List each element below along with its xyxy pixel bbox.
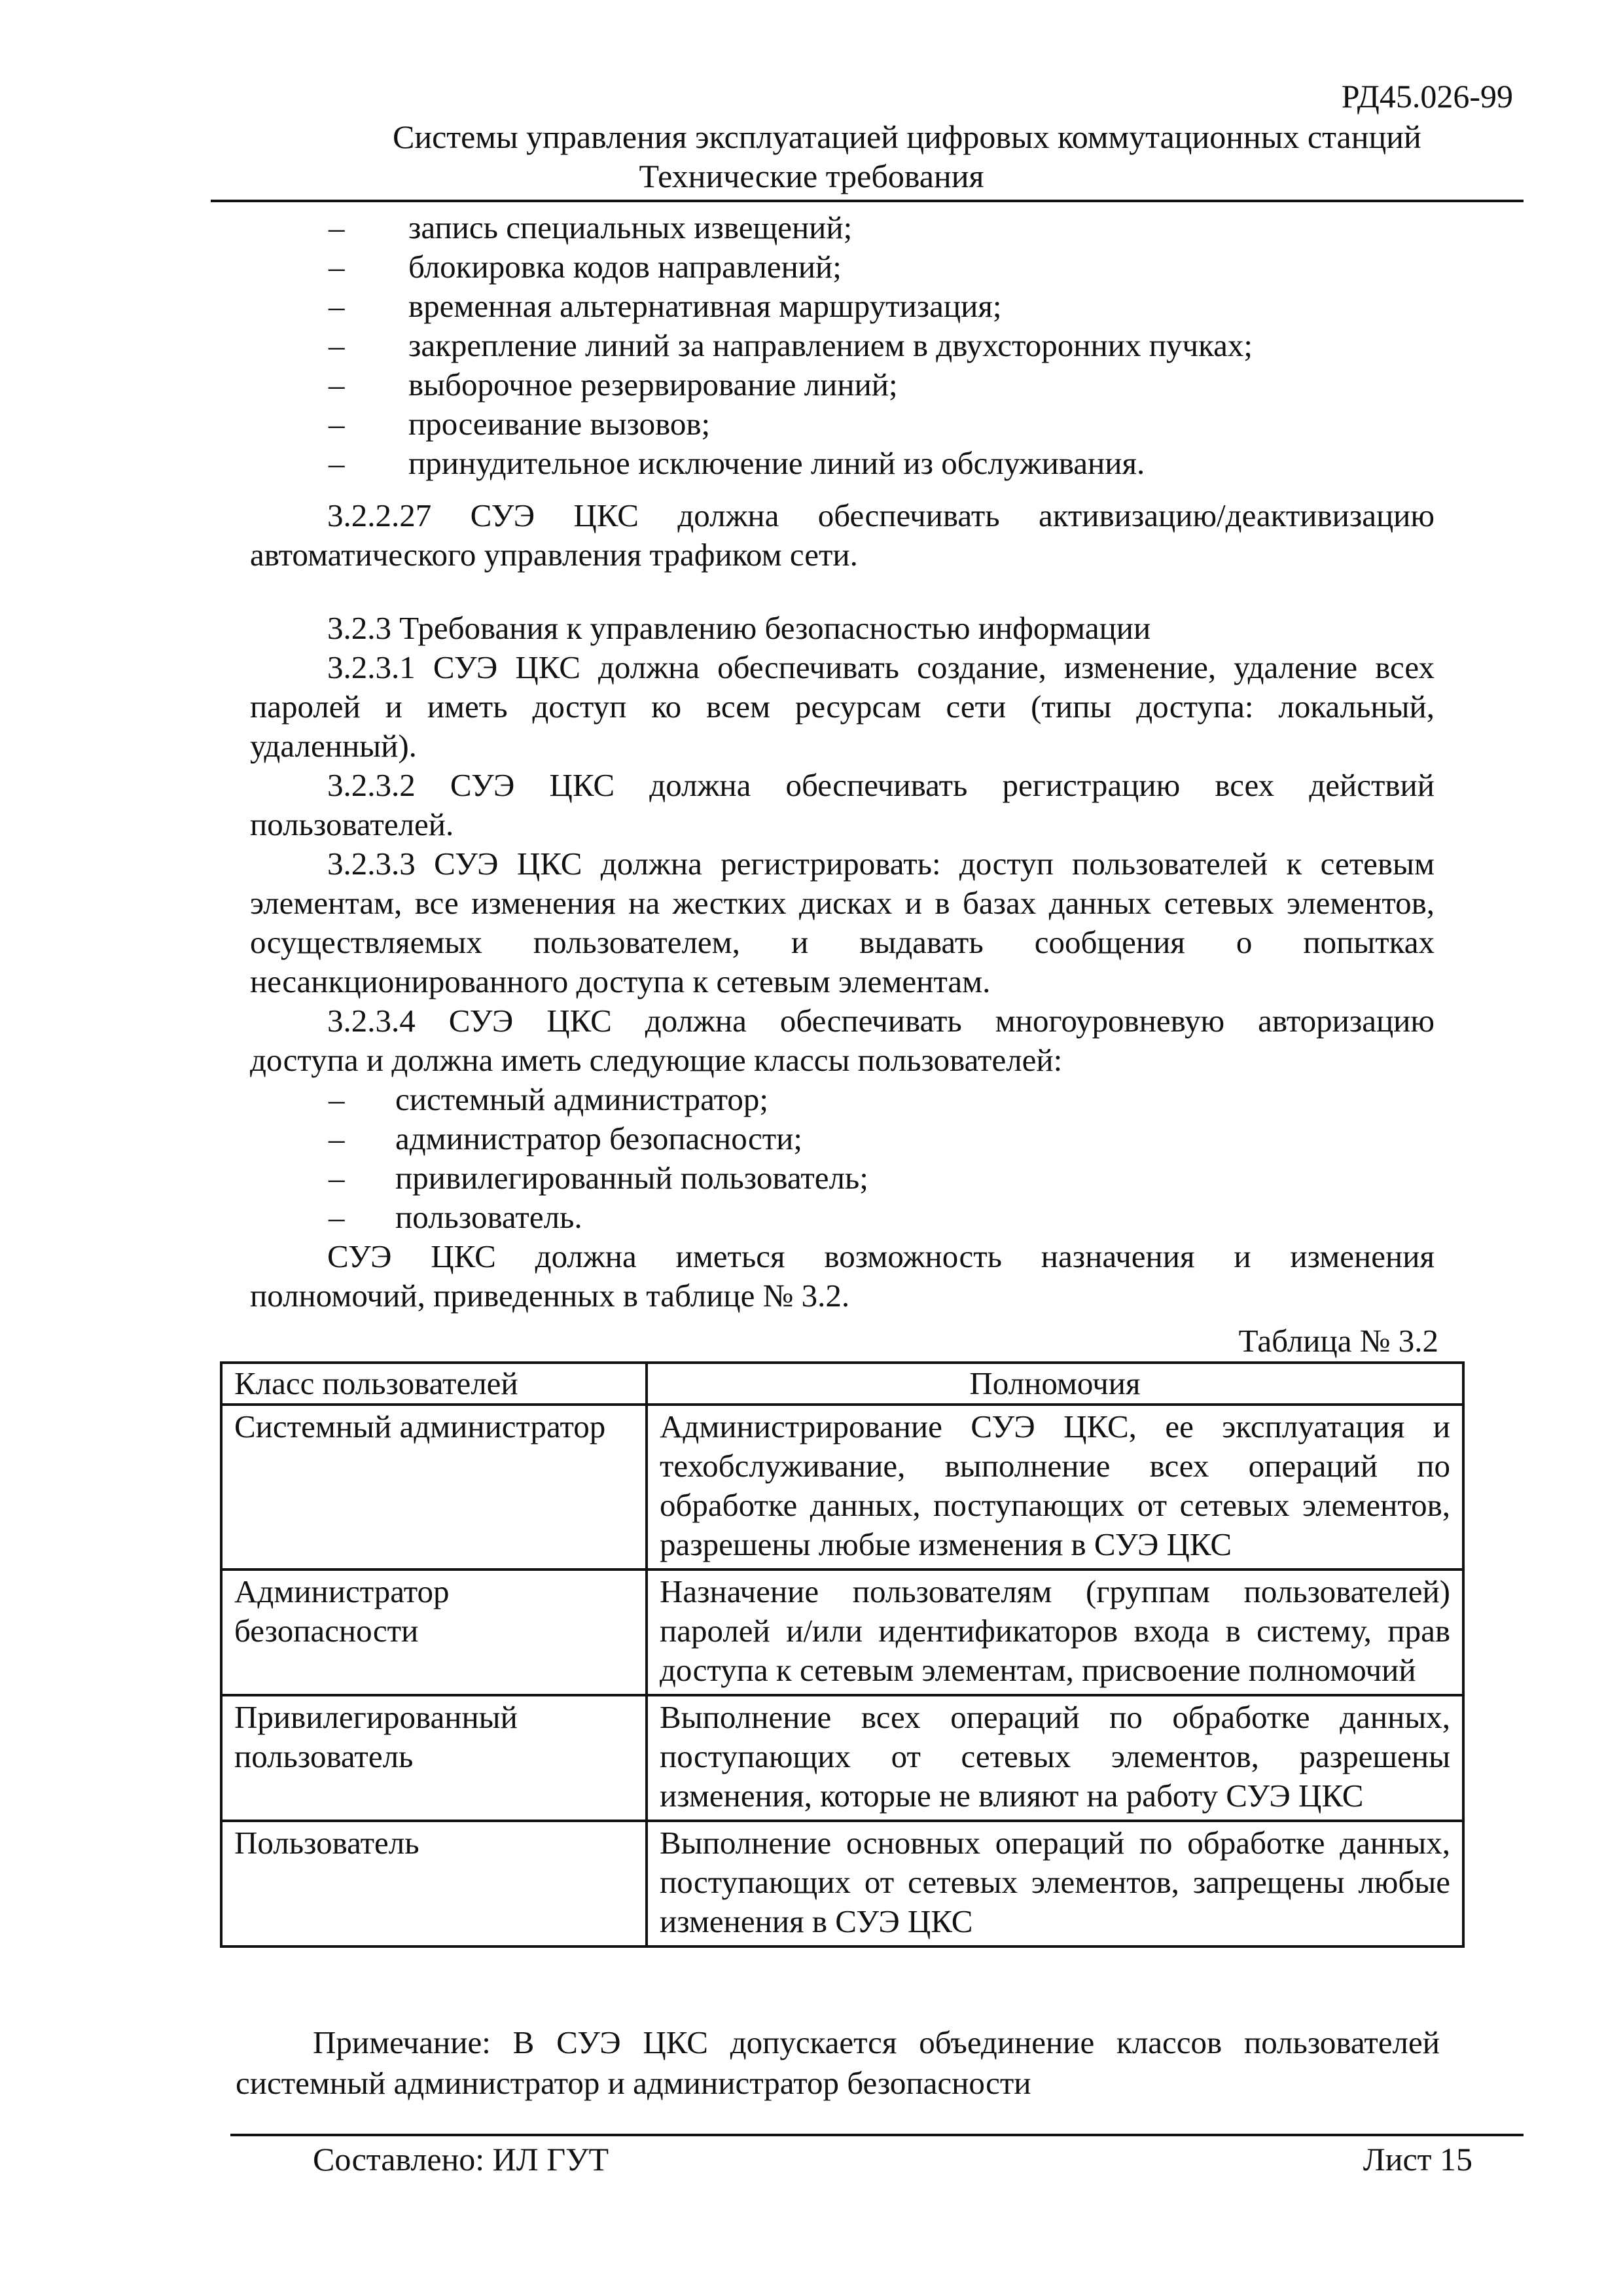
- header-divider: [211, 200, 1524, 202]
- list-item: – блокировка кодов направлений;: [329, 249, 842, 285]
- list-item: – системный администратор;: [329, 1081, 768, 1117]
- table-row: [221, 1695, 1463, 1821]
- footer-compiled-by: Составлено: ИЛ ГУТ: [313, 2141, 609, 2178]
- paragraph-3-2-3-1-line: паролей и иметь доступ ко всем ресурсам сети (типы доступа: локальный,: [250, 689, 1435, 725]
- paragraph-rights-line: полномочий, приведенных в таблице № 3.2.: [250, 1278, 850, 1314]
- user-class-cell: Пользователь: [221, 1821, 647, 1946]
- paragraph-3-2-3-1-line: 3.2.3.1 СУЭ ЦКС должна обеспечивать создание, изменение, удаление всех: [327, 649, 1435, 685]
- paragraph-3-2-3-2-line: 3.2.3.2 СУЭ ЦКС должна обеспечивать регистрацию всех действий: [327, 767, 1435, 803]
- rights-cell: Назначение пользователям (группам пользователей) паролей и/или идентификаторов входа в систему, прав доступа к сетевым элементам, присвоение полномочий: [647, 1570, 1463, 1695]
- traffic-measures-list: [250, 208, 1435, 483]
- rights-cell: Администрирование СУЭ ЦКС, ее эксплуатация и техобслуживание, выполнение всех операций по обработке данных, поступающих от сетевых элементов, разрешены любые изменения в СУЭ ЦКС: [647, 1405, 1463, 1570]
- list-item: – принудительное исключение линий из обслуживания.: [329, 445, 1145, 481]
- list-item: – администратор безопасности;: [329, 1121, 802, 1157]
- footer-divider: [230, 2134, 1524, 2136]
- list-item: – просеивание вызовов;: [329, 406, 711, 442]
- permissions-table: [220, 1361, 1465, 1948]
- paragraph-3-2-3-4-line: 3.2.3.4 СУЭ ЦКС должна обеспечивать многоуровневую авторизацию: [327, 1003, 1435, 1039]
- paragraph-3-2-3-3-line: 3.2.3.3 СУЭ ЦКС должна регистрировать: доступ пользователей к сетевым: [327, 846, 1435, 882]
- list-item: – запись специальных извещений;: [329, 209, 853, 245]
- table-header-row: [221, 1363, 1463, 1405]
- table-row: [221, 1570, 1463, 1695]
- paragraph-3-2-3-3-line: элементам, все изменения на жестких дисках и в базах данных сетевых элементов,: [250, 885, 1435, 921]
- table-row: [221, 1821, 1463, 1946]
- document-subtitle: Технические требования: [639, 158, 984, 194]
- list-item: – закрепление линий за направлением в двухсторонних пучках;: [329, 327, 1253, 363]
- rights-cell: Выполнение основных операций по обработке данных, поступающих от сетевых элементов, запрещены любые изменения в СУЭ ЦКС: [647, 1821, 1463, 1946]
- note-line: системный администратор и администратор безопасности: [236, 2065, 1031, 2101]
- user-class-cell: Привилегированный пользователь: [221, 1695, 647, 1821]
- note-line: Примечание: В СУЭ ЦКС допускается объединение классов пользователей: [313, 2024, 1440, 2060]
- table-caption: Таблица № 3.2: [1238, 1323, 1438, 1359]
- paragraph-3-2-3-1-line: удаленный).: [250, 728, 417, 764]
- paragraph-3-2-3-2-line: пользователей.: [250, 806, 454, 842]
- document-title: Системы управления эксплуатацией цифровых коммутационных станций: [393, 118, 1421, 155]
- paragraph-rights-line: СУЭ ЦКС должна иметься возможность назначения и изменения: [327, 1238, 1435, 1274]
- paragraph-3-2-3-3-line: осуществляемых пользователем, и выдавать сообщения о попытках: [250, 924, 1435, 960]
- paragraph-3-2-2-27-line: 3.2.2.27 СУЭ ЦКС должна обеспечивать активизацию/деактивизацию: [327, 497, 1435, 533]
- column-header-rights: Полномочия: [647, 1363, 1463, 1405]
- paragraph-3-2-3-4-line: доступа и должна иметь следующие классы пользователей:: [250, 1042, 1063, 1078]
- list-item: – привилегированный пользователь;: [329, 1160, 868, 1196]
- paragraph-3-2-2-27-line: автоматического управления трафиком сети.: [250, 537, 858, 573]
- column-header-class: Класс пользователей: [221, 1363, 647, 1405]
- section-heading-3-2-3: 3.2.3 Требования к управлению безопасностью информации: [327, 610, 1151, 646]
- list-item: – пользователь.: [329, 1199, 582, 1235]
- main-paragraphs: [250, 496, 1435, 1316]
- list-item: – временная альтернативная маршрутизация;: [329, 288, 1002, 324]
- user-class-cell: Администратор безопасности: [221, 1570, 647, 1695]
- paragraph-3-2-3-3-line: несанкционированного доступа к сетевым элементам.: [250, 963, 991, 999]
- table-row: [221, 1405, 1463, 1570]
- footer-sheet-number: Лист 15: [1363, 2141, 1472, 2178]
- document-code: РД45.026-99: [1341, 78, 1513, 115]
- note-paragraph: [236, 2022, 1440, 2104]
- list-item: – выборочное резервирование линий;: [329, 367, 898, 403]
- user-class-cell: Системный администратор: [221, 1405, 647, 1570]
- rights-cell: Выполнение всех операций по обработке данных, поступающих от сетевых элементов, разрешены изменения, которые не влияют на работу СУЭ ЦКС: [647, 1695, 1463, 1821]
